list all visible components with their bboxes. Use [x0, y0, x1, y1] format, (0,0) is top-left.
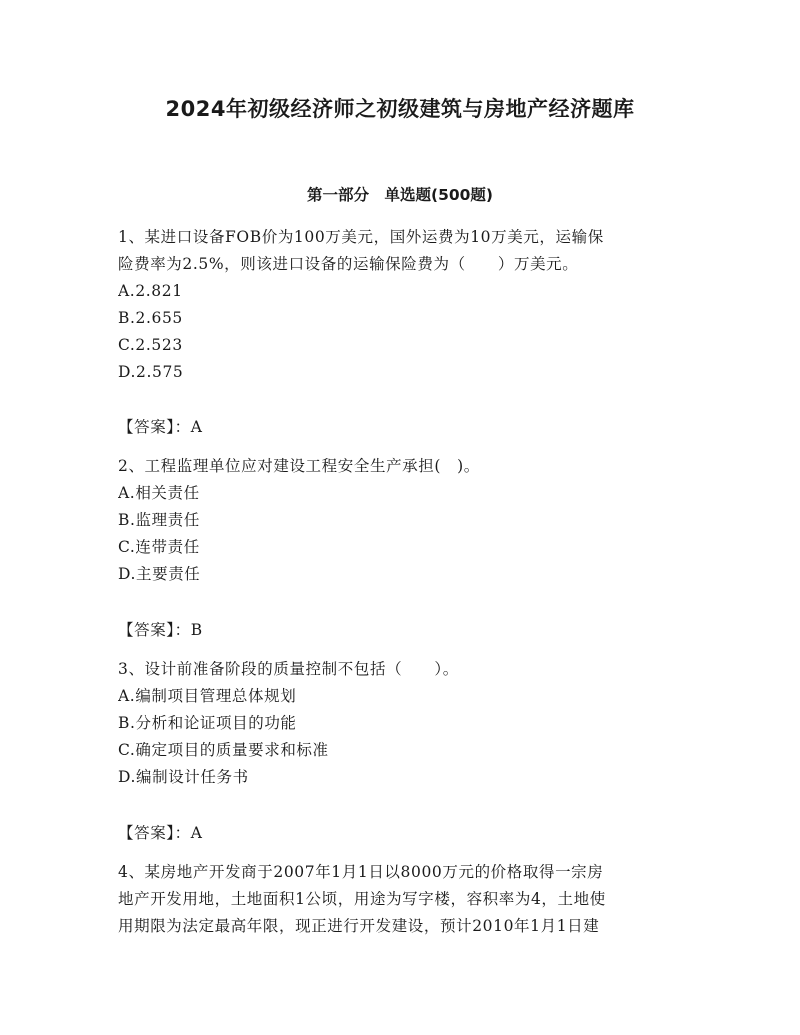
- answer-label: 【答案】：B: [118, 621, 203, 639]
- option-a: A.2.821: [118, 282, 183, 300]
- option-a: A.编制项目管理总体规划: [118, 687, 297, 705]
- option-b: B.2.655: [118, 309, 183, 327]
- option-d: D.2.575: [118, 363, 184, 381]
- question-stem-line: 3、设计前准备阶段的质量控制不包括（ ）。: [118, 660, 459, 678]
- question-stem-line: 4、某房地产开发商于2007年1月1日以8000万元的价格取得一宗房: [118, 863, 604, 881]
- option-c: C.2.523: [118, 336, 183, 354]
- option-d: D.主要责任: [118, 565, 201, 583]
- question-stem-line: 险费率为2.5%，则该进口设备的运输保险费为（ ）万美元。: [118, 255, 579, 273]
- question-stem-line: 地产开发用地，土地面积1公顷，用途为写字楼，容积率为4，土地使: [118, 890, 606, 908]
- question-stem-line: 用期限为法定最高年限，现正进行开发建设，预计2010年1月1日建: [118, 917, 600, 935]
- answer-label: 【答案】：A: [118, 824, 203, 842]
- option-a: A.相关责任: [118, 484, 200, 502]
- question-stem-line: 1、某进口设备FOB价为100万美元，国外运费为10万美元，运输保: [118, 228, 604, 246]
- section-title: 第一部分 单选题(500题): [306, 186, 494, 204]
- question-stem-line: 2、工程监理单位应对建设工程安全生产承担( )。: [118, 457, 480, 475]
- option-c: C.连带责任: [118, 538, 200, 556]
- option-b: B.监理责任: [118, 511, 200, 529]
- answer-label: 【答案】：A: [118, 418, 203, 436]
- option-c: C.确定项目的质量要求和标准: [118, 741, 329, 759]
- option-d: D.编制设计任务书: [118, 768, 249, 786]
- document-title: 2024年初级经济师之初级建筑与房地产经济题库: [165, 97, 635, 121]
- option-b: B.分析和论证项目的功能: [118, 714, 297, 732]
